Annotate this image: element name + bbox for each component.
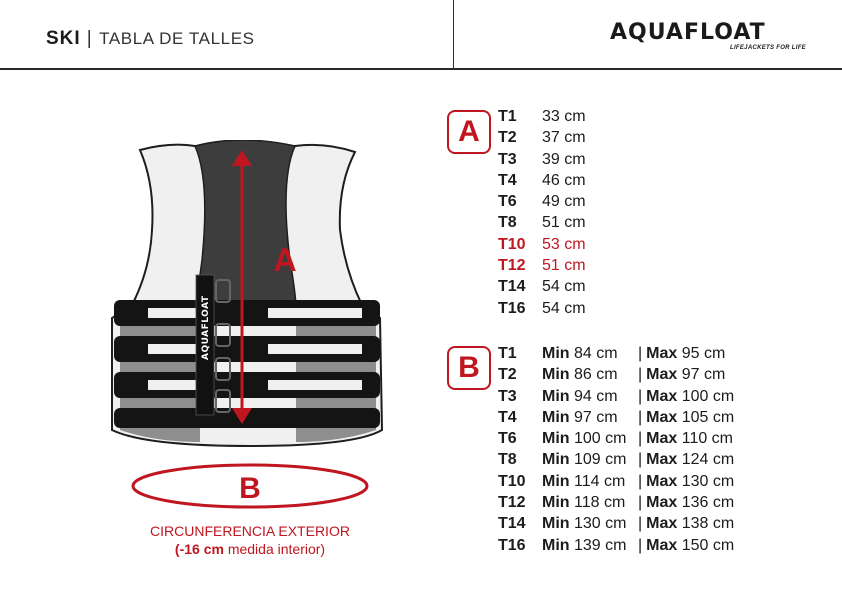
size-label: T1 bbox=[498, 108, 517, 125]
size-label: T6 bbox=[498, 193, 517, 211]
max-value: 105 cm bbox=[677, 408, 735, 426]
max-value: 130 cm bbox=[677, 472, 735, 490]
max-cell bbox=[638, 364, 725, 385]
max-cell bbox=[638, 386, 734, 407]
table-b-row bbox=[498, 513, 734, 534]
max-label: Max bbox=[646, 494, 678, 512]
column-separator: | bbox=[638, 536, 643, 554]
table-b-row bbox=[498, 535, 734, 556]
column-separator: | bbox=[638, 430, 643, 448]
measure-value: 46 cm bbox=[542, 171, 586, 189]
min-value: 100 cm bbox=[569, 430, 627, 448]
max-cell bbox=[638, 343, 725, 364]
measure-b-label: B bbox=[239, 472, 261, 505]
column-separator: | bbox=[638, 408, 643, 426]
max-cell bbox=[638, 513, 734, 534]
max-cell bbox=[638, 535, 734, 556]
min-value: 118 cm bbox=[569, 494, 626, 512]
header bbox=[0, 0, 842, 69]
table-b-row bbox=[498, 428, 734, 449]
size-label: T10 bbox=[498, 235, 526, 253]
min-value: 139 cm bbox=[569, 536, 627, 554]
table-a-row bbox=[498, 298, 586, 319]
min-cell bbox=[542, 428, 638, 449]
header-divider bbox=[453, 0, 454, 69]
measure-value: 37 cm bbox=[542, 129, 586, 147]
badge-a: A bbox=[447, 110, 491, 154]
vest-brand-text: AQUAFLOAT bbox=[201, 295, 211, 360]
measure-value: 54 cm bbox=[542, 278, 586, 296]
min-cell bbox=[542, 535, 638, 556]
min-cell bbox=[542, 471, 638, 492]
max-value: 138 cm bbox=[677, 515, 735, 533]
size-label: T10 bbox=[498, 472, 526, 490]
title-subtitle: TABLA DE TALLES bbox=[99, 29, 255, 48]
min-value: 94 cm bbox=[569, 387, 618, 405]
badge-b: B bbox=[447, 346, 491, 390]
min-label: Min bbox=[542, 451, 570, 469]
size-label: T6 bbox=[498, 430, 517, 448]
aquafloat-logo bbox=[610, 20, 806, 51]
min-value: 114 cm bbox=[569, 472, 626, 490]
caption-note: medida interior) bbox=[223, 541, 326, 557]
max-value: 150 cm bbox=[677, 536, 735, 554]
max-cell bbox=[638, 428, 733, 449]
max-label: Max bbox=[646, 408, 678, 426]
table-a-row bbox=[498, 191, 586, 212]
column-separator: | bbox=[638, 515, 643, 533]
vest-gap-4 bbox=[268, 308, 362, 318]
vest-gap-6 bbox=[268, 380, 362, 390]
size-label: T12 bbox=[498, 494, 526, 512]
min-label: Min bbox=[542, 515, 570, 533]
max-cell bbox=[638, 449, 734, 470]
min-label: Min bbox=[542, 494, 570, 512]
table-a-row bbox=[498, 212, 586, 233]
measure-a-label: A bbox=[273, 242, 297, 278]
table-b-row bbox=[498, 343, 734, 364]
max-cell bbox=[638, 471, 734, 492]
column-separator: | bbox=[638, 366, 643, 384]
size-label: T2 bbox=[498, 366, 517, 384]
measure-value: 53 cm bbox=[542, 235, 586, 253]
size-label: T3 bbox=[498, 387, 517, 405]
min-value: 130 cm bbox=[569, 515, 627, 533]
table-b-row bbox=[498, 471, 734, 492]
max-value: 97 cm bbox=[677, 366, 726, 384]
max-label: Max bbox=[646, 430, 678, 448]
title-product: SKI bbox=[46, 28, 81, 49]
min-label: Min bbox=[542, 430, 570, 448]
max-value: 136 cm bbox=[677, 494, 735, 512]
vest-gap-2 bbox=[148, 344, 196, 354]
min-label: Min bbox=[542, 366, 570, 384]
size-label: T3 bbox=[498, 150, 517, 168]
logo-wordmark: AQUAFLOAT bbox=[610, 20, 766, 45]
column-separator: | bbox=[638, 472, 643, 490]
table-a-row bbox=[498, 149, 586, 170]
min-cell bbox=[542, 513, 638, 534]
max-value: 100 cm bbox=[677, 387, 735, 405]
size-table-b bbox=[498, 343, 734, 556]
min-cell bbox=[542, 407, 638, 428]
max-label: Max bbox=[646, 515, 678, 533]
column-separator: | bbox=[638, 387, 643, 405]
table-a-row bbox=[498, 234, 586, 255]
min-value: 109 cm bbox=[569, 451, 627, 469]
column-separator: | bbox=[638, 451, 643, 469]
max-cell bbox=[638, 407, 734, 428]
title-separator: | bbox=[86, 28, 93, 49]
min-label: Min bbox=[542, 536, 570, 554]
size-table-a bbox=[498, 106, 586, 319]
max-cell bbox=[638, 492, 734, 513]
caption-reduction: (-16 cm bbox=[174, 541, 224, 557]
table-b-row bbox=[498, 449, 734, 470]
table-b-row bbox=[498, 364, 734, 385]
min-cell bbox=[542, 386, 638, 407]
measure-value: 54 cm bbox=[542, 299, 586, 317]
max-label: Max bbox=[646, 366, 678, 384]
max-label: Max bbox=[646, 345, 678, 362]
table-a-row bbox=[498, 127, 586, 148]
min-label: Min bbox=[542, 387, 570, 405]
min-value: 86 cm bbox=[569, 366, 618, 384]
size-label: T8 bbox=[498, 451, 517, 469]
min-label: Min bbox=[542, 408, 570, 426]
table-b-row bbox=[498, 407, 734, 428]
size-label: T16 bbox=[498, 299, 526, 317]
table-a-row bbox=[498, 255, 586, 276]
size-label: T14 bbox=[498, 278, 526, 296]
measure-value: 51 cm bbox=[542, 214, 586, 232]
size-label: T2 bbox=[498, 129, 517, 147]
min-label: Min bbox=[542, 472, 570, 490]
table-b-row bbox=[498, 492, 734, 513]
page-title bbox=[46, 28, 255, 50]
size-label: T12 bbox=[498, 257, 526, 275]
header-rule bbox=[0, 68, 842, 70]
min-cell bbox=[542, 343, 638, 364]
min-label: Min bbox=[542, 345, 570, 362]
size-label: T16 bbox=[498, 536, 526, 554]
circumference-caption bbox=[120, 522, 380, 558]
min-value: 84 cm bbox=[569, 345, 618, 362]
min-cell bbox=[542, 492, 638, 513]
measure-value: 49 cm bbox=[542, 193, 586, 211]
max-value: 95 cm bbox=[677, 345, 726, 362]
vest-illustration bbox=[100, 140, 400, 520]
size-label: T8 bbox=[498, 214, 517, 232]
max-label: Max bbox=[646, 387, 678, 405]
min-cell bbox=[542, 449, 638, 470]
caption-line-1: CIRCUNFERENCIA EXTERIOR bbox=[150, 523, 350, 539]
vest-gap-3 bbox=[148, 380, 196, 390]
max-label: Max bbox=[646, 472, 678, 490]
column-separator: | bbox=[638, 345, 643, 362]
table-a-row bbox=[498, 170, 586, 191]
table-a-row bbox=[498, 106, 586, 127]
max-label: Max bbox=[646, 536, 678, 554]
measure-value: 33 cm bbox=[542, 108, 586, 125]
max-value: 110 cm bbox=[677, 430, 734, 448]
vest-gap-1 bbox=[148, 308, 196, 318]
size-label: T14 bbox=[498, 515, 526, 533]
table-a-row bbox=[498, 276, 586, 297]
max-value: 124 cm bbox=[677, 451, 735, 469]
measure-value: 51 cm bbox=[542, 257, 586, 275]
caption-line-2 bbox=[120, 540, 380, 558]
vest-gap-5 bbox=[268, 344, 362, 354]
size-label: T4 bbox=[498, 171, 517, 189]
max-label: Max bbox=[646, 451, 678, 469]
table-b-row bbox=[498, 386, 734, 407]
size-label: T4 bbox=[498, 408, 517, 426]
logo-tagline: LIFEJACKETS FOR LIFE bbox=[729, 45, 806, 51]
min-cell bbox=[542, 364, 638, 385]
column-separator: | bbox=[638, 494, 643, 512]
min-value: 97 cm bbox=[569, 408, 618, 426]
measure-value: 39 cm bbox=[542, 150, 586, 168]
size-label: T1 bbox=[498, 345, 517, 362]
